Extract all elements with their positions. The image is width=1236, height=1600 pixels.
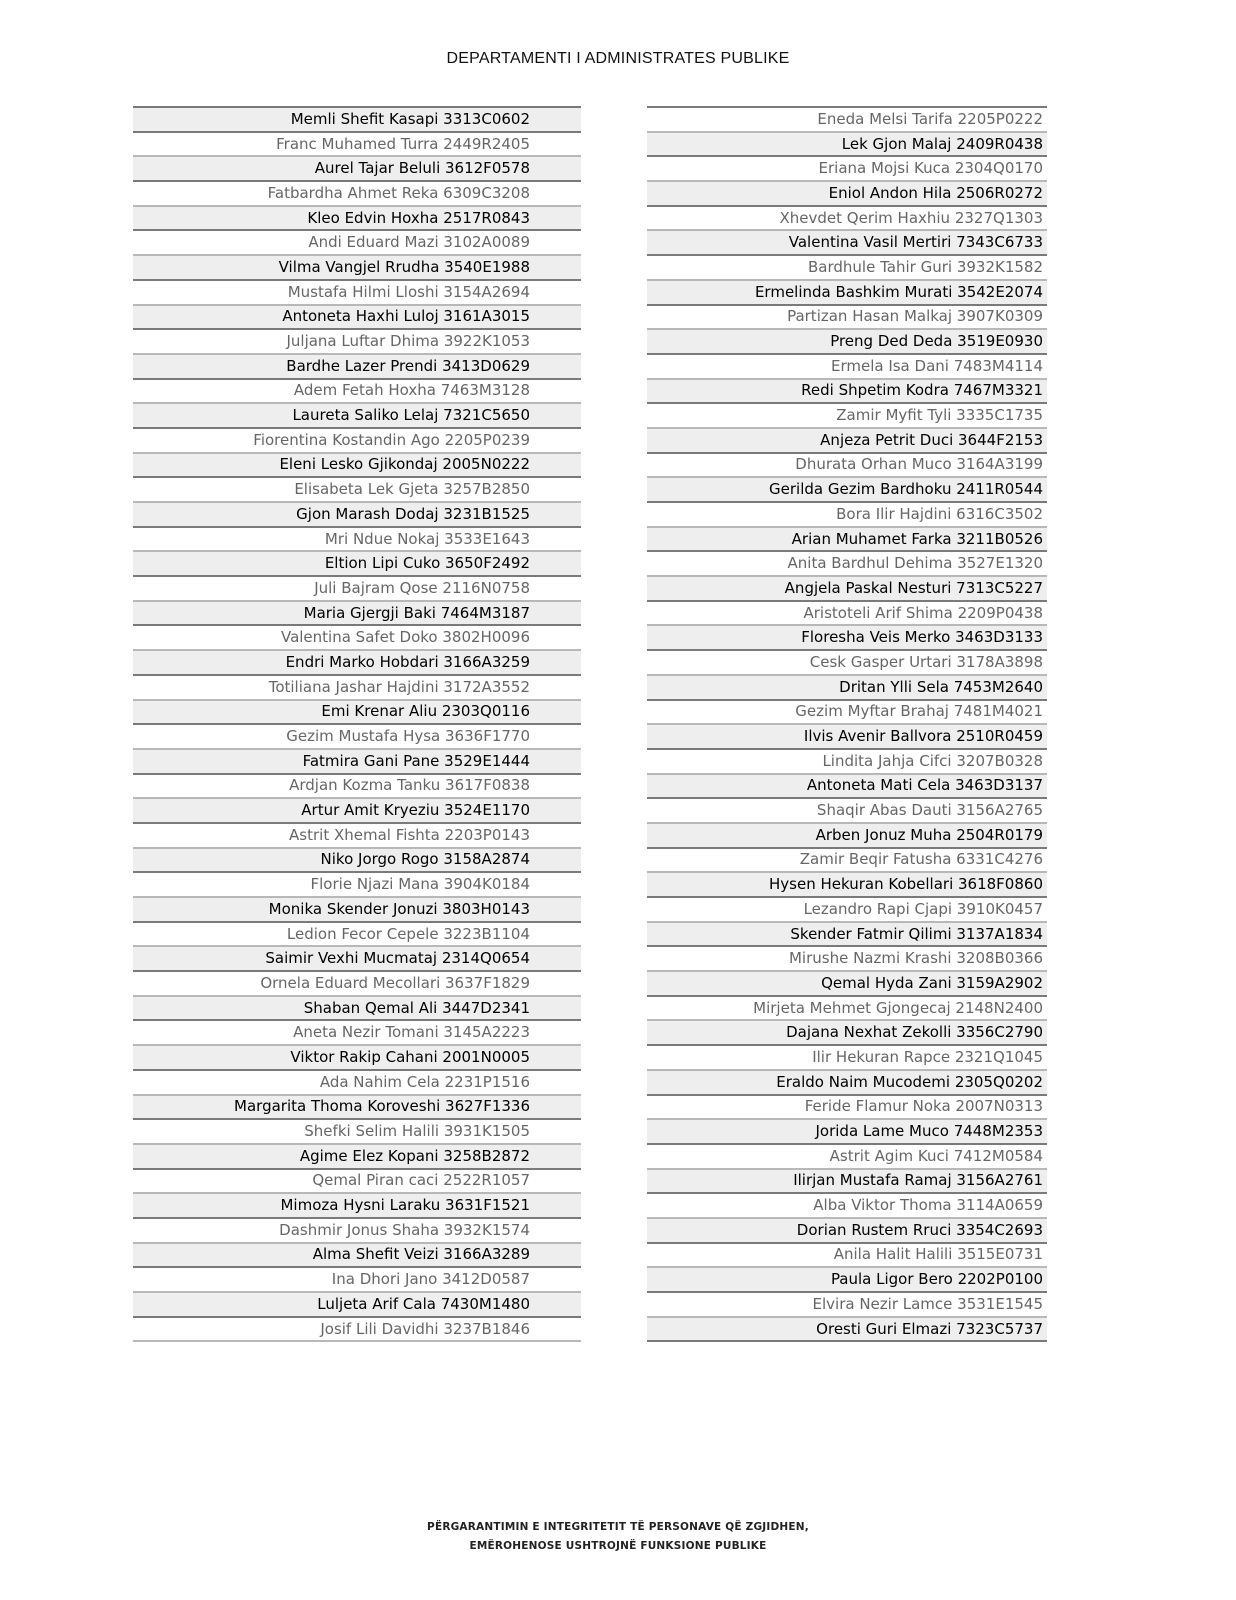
list-item: Ilirjan Mustafa Ramaj 3156A2761	[647, 1170, 1047, 1195]
list-item: Dashmir Jonus Shaha 3932K1574	[133, 1219, 581, 1244]
list-item: Lindita Jahja Cifci 3207B0328	[647, 750, 1047, 775]
list-item: Valentina Vasil Mertiri 7343C6733	[647, 231, 1047, 256]
list-item: Qemal Hyda Zani 3159A2902	[647, 972, 1047, 997]
list-item: Feride Flamur Noka 2007N0313	[647, 1096, 1047, 1121]
list-item: Juljana Luftar Dhima 3922K1053	[133, 330, 581, 355]
list-item: Bardhe Lazer Prendi 3413D0629	[133, 355, 581, 380]
list-item: Eniol Andon Hila 2506R0272	[647, 182, 1047, 207]
list-item: Dritan Ylli Sela 7453M2640	[647, 676, 1047, 701]
list-item: Angjela Paskal Nesturi 7313C5227	[647, 577, 1047, 602]
list-item: Lezandro Rapi Cjapi 3910K0457	[647, 898, 1047, 923]
list-item: Andi Eduard Mazi 3102A0089	[133, 231, 581, 256]
list-item: Lek Gjon Malaj 2409R0438	[647, 133, 1047, 158]
list-item: Shefki Selim Halili 3931K1505	[133, 1120, 581, 1145]
list-item: Arben Jonuz Muha 2504R0179	[647, 824, 1047, 849]
list-item: Luljeta Arif Cala 7430M1480	[133, 1293, 581, 1318]
list-item: Alba Viktor Thoma 3114A0659	[647, 1194, 1047, 1219]
list-item: Bora Ilir Hajdini 6316C3502	[647, 503, 1047, 528]
list-item: Gezim Myftar Brahaj 7481M4021	[647, 701, 1047, 726]
list-item: Adem Fetah Hoxha 7463M3128	[133, 380, 581, 405]
list-item: Saimir Vexhi Mucmataj 2314Q0654	[133, 947, 581, 972]
list-item: Mirjeta Mehmet Gjongecaj 2148N2400	[647, 997, 1047, 1022]
list-item: Gjon Marash Dodaj 3231B1525	[133, 503, 581, 528]
list-item: Gezim Mustafa Hysa 3636F1770	[133, 725, 581, 750]
list-item: Valentina Safet Doko 3802H0096	[133, 626, 581, 651]
list-item: Dhurata Orhan Muco 3164A3199	[647, 454, 1047, 479]
names-column-left	[133, 106, 581, 1342]
names-column-right	[647, 106, 1047, 1342]
list-item: Qemal Piran caci 2522R1057	[133, 1170, 581, 1195]
list-item: Ada Nahim Cela 2231P1516	[133, 1071, 581, 1096]
list-item: Elvira Nezir Lamce 3531E1545	[647, 1293, 1047, 1318]
list-item: Ornela Eduard Mecollari 3637F1829	[133, 972, 581, 997]
list-item: Anita Bardhul Dehima 3527E1320	[647, 552, 1047, 577]
list-item: Emi Krenar Aliu 2303Q0116	[133, 701, 581, 726]
list-item: Jorida Lame Muco 7448M2353	[647, 1120, 1047, 1145]
list-item: Fatmira Gani Pane 3529E1444	[133, 750, 581, 775]
list-item: Skender Fatmir Qilimi 3137A1834	[647, 923, 1047, 948]
list-item: Fatbardha Ahmet Reka 6309C3208	[133, 182, 581, 207]
list-item: Anjeza Petrit Duci 3644F2153	[647, 429, 1047, 454]
list-item: Vilma Vangjel Rrudha 3540E1988	[133, 256, 581, 281]
list-item: Preng Ded Deda 3519E0930	[647, 330, 1047, 355]
list-item: Mirushe Nazmi Krashi 3208B0366	[647, 947, 1047, 972]
list-item: Juli Bajram Qose 2116N0758	[133, 577, 581, 602]
list-item: Ermelinda Bashkim Murati 3542E2074	[647, 281, 1047, 306]
list-item: Ilvis Avenir Ballvora 2510R0459	[647, 725, 1047, 750]
list-item: Eltion Lipi Cuko 3650F2492	[133, 552, 581, 577]
list-item: Eleni Lesko Gjikondaj 2005N0222	[133, 454, 581, 479]
list-item: Aneta Nezir Tomani 3145A2223	[133, 1021, 581, 1046]
list-item: Eneda Melsi Tarifa 2205P0222	[647, 108, 1047, 133]
list-item: Ilir Hekuran Rapce 2321Q1045	[647, 1046, 1047, 1071]
list-item: Laureta Saliko Lelaj 7321C5650	[133, 404, 581, 429]
list-item: Xhevdet Qerim Haxhiu 2327Q1303	[647, 207, 1047, 232]
list-item: Cesk Gasper Urtari 3178A3898	[647, 651, 1047, 676]
list-item: Franc Muhamed Turra 2449R2405	[133, 133, 581, 158]
list-item: Josif Lili Davidhi 3237B1846	[133, 1318, 581, 1343]
list-item: Aristoteli Arif Shima 2209P0438	[647, 602, 1047, 627]
list-item: Dorian Rustem Rruci 3354C2693	[647, 1219, 1047, 1244]
list-item: Eriana Mojsi Kuca 2304Q0170	[647, 157, 1047, 182]
list-item: Floresha Veis Merko 3463D3133	[647, 626, 1047, 651]
list-item: Alma Shefit Veizi 3166A3289	[133, 1244, 581, 1269]
list-item: Fiorentina Kostandin Ago 2205P0239	[133, 429, 581, 454]
list-item: Shaban Qemal Ali 3447D2341	[133, 997, 581, 1022]
list-item: Ina Dhori Jano 3412D0587	[133, 1268, 581, 1293]
list-item: Artur Amit Kryeziu 3524E1170	[133, 799, 581, 824]
list-item: Astrit Agim Kuci 7412M0584	[647, 1145, 1047, 1170]
list-item: Antoneta Mati Cela 3463D3137	[647, 775, 1047, 800]
list-item: Ermela Isa Dani 7483M4114	[647, 355, 1047, 380]
list-item: Elisabeta Lek Gjeta 3257B2850	[133, 478, 581, 503]
list-item: Mustafa Hilmi Lloshi 3154A2694	[133, 281, 581, 306]
page-title: DEPARTAMENTI I ADMINISTRATES PUBLIKE	[446, 50, 790, 67]
list-item: Antoneta Haxhi Luloj 3161A3015	[133, 306, 581, 331]
list-item: Mri Ndue Nokaj 3533E1643	[133, 528, 581, 553]
list-item: Oresti Guri Elmazi 7323C5737	[647, 1318, 1047, 1343]
list-item: Endri Marko Hobdari 3166A3259	[133, 651, 581, 676]
list-item: Viktor Rakip Cahani 2001N0005	[133, 1046, 581, 1071]
list-item: Bardhule Tahir Guri 3932K1582	[647, 256, 1047, 281]
list-item: Ardjan Kozma Tanku 3617F0838	[133, 775, 581, 800]
list-item: Redi Shpetim Kodra 7467M3321	[647, 380, 1047, 405]
list-item: Zamir Beqir Fatusha 6331C4276	[647, 849, 1047, 874]
list-item: Florie Njazi Mana 3904K0184	[133, 873, 581, 898]
list-item: Mimoza Hysni Laraku 3631F1521	[133, 1194, 581, 1219]
list-item: Margarita Thoma Koroveshi 3627F1336	[133, 1096, 581, 1121]
footer-line-1: PËRGARANTIMIN E INTEGRITETIT TË PERSONAVE QË ZGJIDHEN,	[427, 1521, 809, 1533]
list-item: Aurel Tajar Beluli 3612F0578	[133, 157, 581, 182]
list-item: Zamir Myfit Tyli 3335C1735	[647, 404, 1047, 429]
list-item: Paula Ligor Bero 2202P0100	[647, 1268, 1047, 1293]
list-item: Dajana Nexhat Zekolli 3356C2790	[647, 1021, 1047, 1046]
list-item: Eraldo Naim Mucodemi 2305Q0202	[647, 1071, 1047, 1096]
page-footer	[0, 1518, 1236, 1556]
list-item: Astrit Xhemal Fishta 2203P0143	[133, 824, 581, 849]
list-item: Memli Shefit Kasapi 3313C0602	[133, 108, 581, 133]
footer-line-2: EMËROHENOSE USHTROJNË FUNKSIONE PUBLIKE	[469, 1540, 767, 1552]
list-item: Ledion Fecor Cepele 3223B1104	[133, 923, 581, 948]
list-item: Totiliana Jashar Hajdini 3172A3552	[133, 676, 581, 701]
list-item: Maria Gjergji Baki 7464M3187	[133, 602, 581, 627]
list-item: Monika Skender Jonuzi 3803H0143	[133, 898, 581, 923]
list-item: Kleo Edvin Hoxha 2517R0843	[133, 207, 581, 232]
list-item: Shaqir Abas Dauti 3156A2765	[647, 799, 1047, 824]
list-item: Hysen Hekuran Kobellari 3618F0860	[647, 873, 1047, 898]
list-item: Gerilda Gezim Bardhoku 2411R0544	[647, 478, 1047, 503]
list-item: Arian Muhamet Farka 3211B0526	[647, 528, 1047, 553]
list-item: Anila Halit Halili 3515E0731	[647, 1244, 1047, 1269]
list-item: Agime Elez Kopani 3258B2872	[133, 1145, 581, 1170]
list-item: Niko Jorgo Rogo 3158A2874	[133, 849, 581, 874]
list-item: Partizan Hasan Malkaj 3907K0309	[647, 306, 1047, 331]
